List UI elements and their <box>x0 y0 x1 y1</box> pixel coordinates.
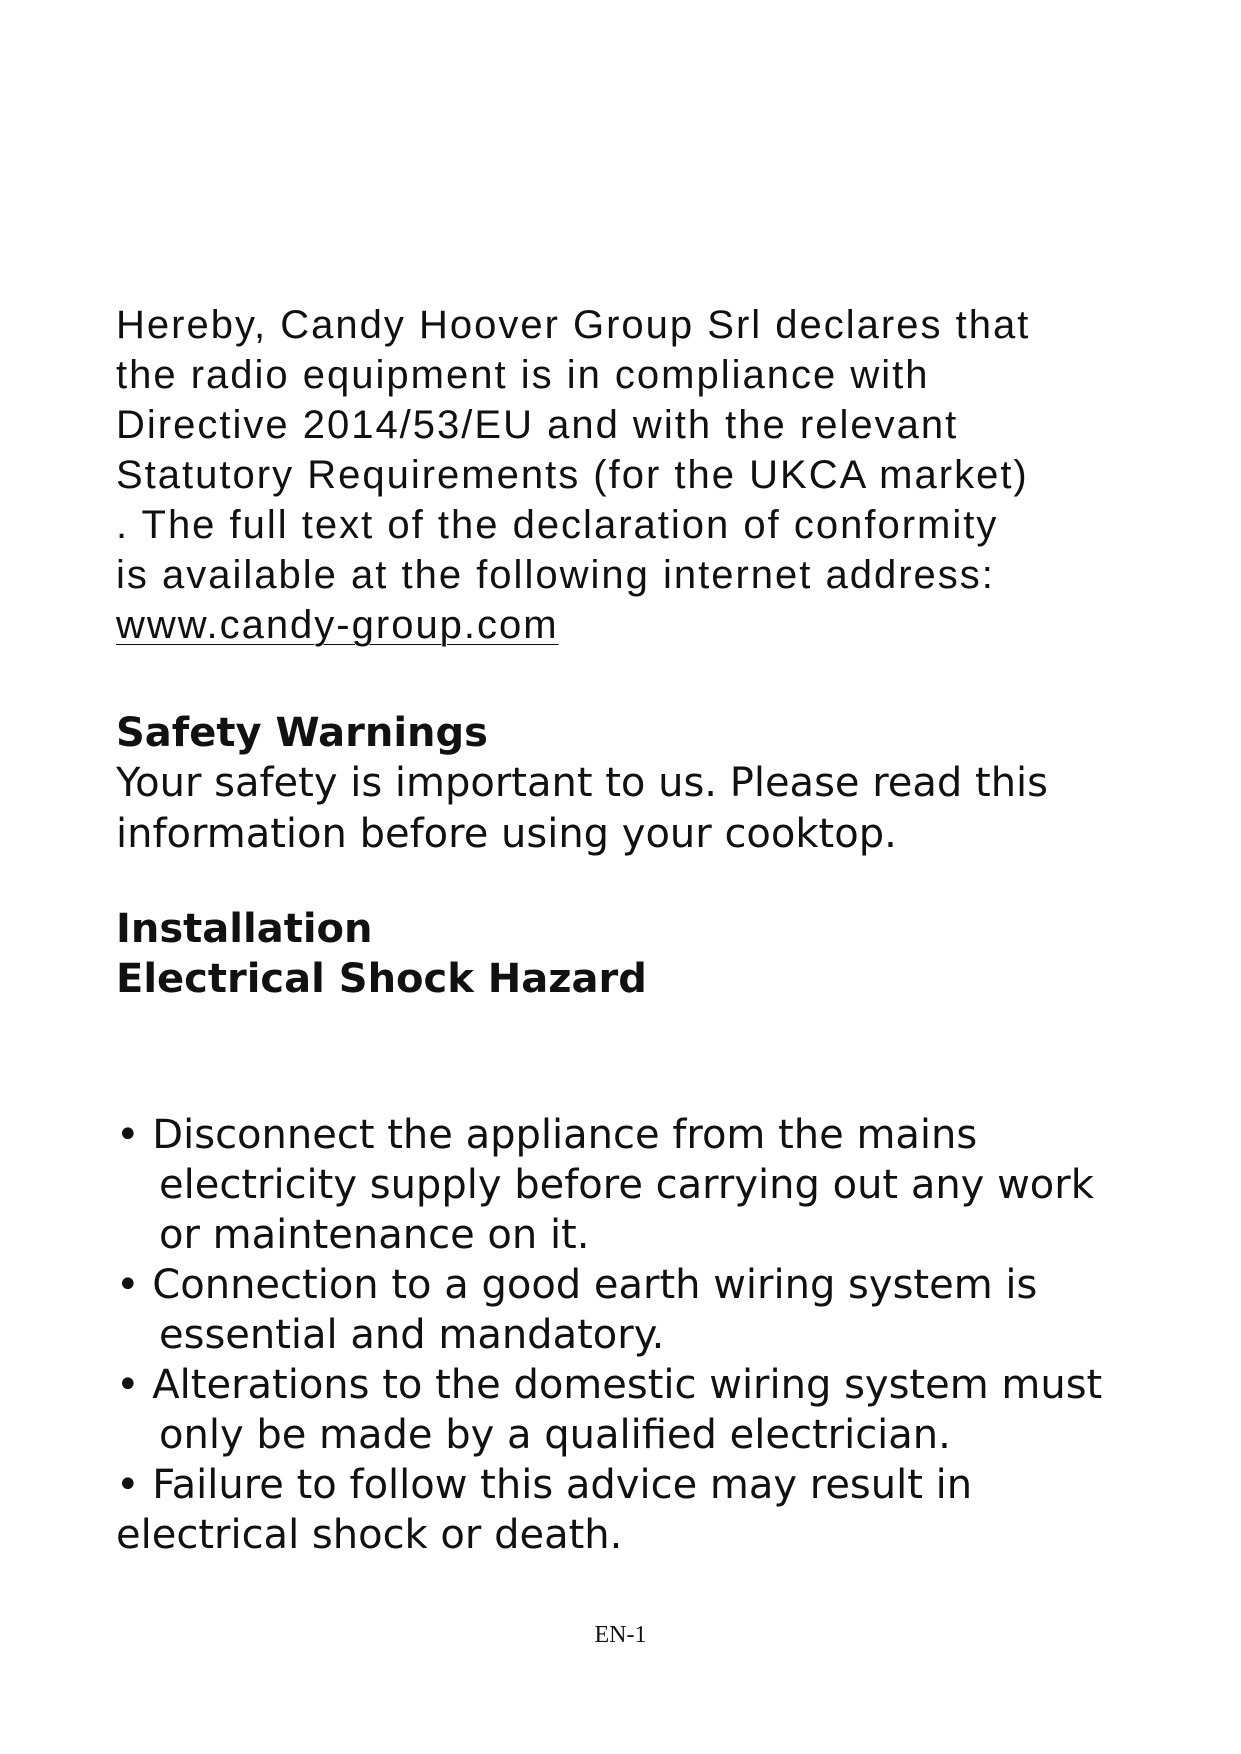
list-item <box>116 1460 1176 1560</box>
list-item <box>116 1110 1176 1260</box>
safety-text-line: information before using your cooktop. <box>116 811 897 857</box>
bullet-text: • Alterations to the domestic wiring system must <box>116 1362 1103 1408</box>
list-item <box>116 1260 1176 1360</box>
shock-hazard-heading: Electrical Shock Hazard <box>116 956 647 1002</box>
declaration-line: Statutory Requirements (for the UKCA market) <box>116 453 1029 497</box>
declaration-line: Directive 2014/53/EU and with the relevant <box>116 403 959 447</box>
bullet-text: essential and mandatory. <box>159 1312 665 1358</box>
list-item <box>116 1360 1176 1460</box>
safety-heading: Safety Warnings <box>116 710 488 756</box>
bullet-text: or maintenance on it. <box>159 1212 590 1258</box>
declaration-line: . The full text of the declaration of conformity <box>116 503 999 547</box>
bullet-text: electrical shock or death. <box>116 1512 623 1558</box>
hazard-bullet-list <box>116 1110 1176 1560</box>
declaration-line: Hereby, Candy Hoover Group Srl declares that <box>116 303 1031 347</box>
page-number: EN-1 <box>594 1622 647 1648</box>
website-link[interactable]: www.candy-group.com <box>116 603 559 647</box>
bullet-text: • Disconnect the appliance from the mains <box>116 1112 978 1158</box>
bullet-text: electricity supply before carrying out any work <box>159 1162 1094 1208</box>
declaration-line: the radio equipment is in compliance with <box>116 353 930 397</box>
bullet-text: only be made by a qualified electrician. <box>159 1412 951 1458</box>
safety-text-line: Your safety is important to us. Please read this <box>116 760 1049 806</box>
bullet-text: • Connection to a good earth wiring system is <box>116 1262 1038 1308</box>
declaration-paragraph <box>116 300 1176 650</box>
installation-heading: Installation <box>116 906 373 952</box>
bullet-text: • Failure to follow this advice may result in <box>116 1462 973 1508</box>
installation-section <box>116 904 1176 1004</box>
safety-section <box>116 708 1176 860</box>
declaration-line: is available at the following internet address: <box>116 553 995 597</box>
